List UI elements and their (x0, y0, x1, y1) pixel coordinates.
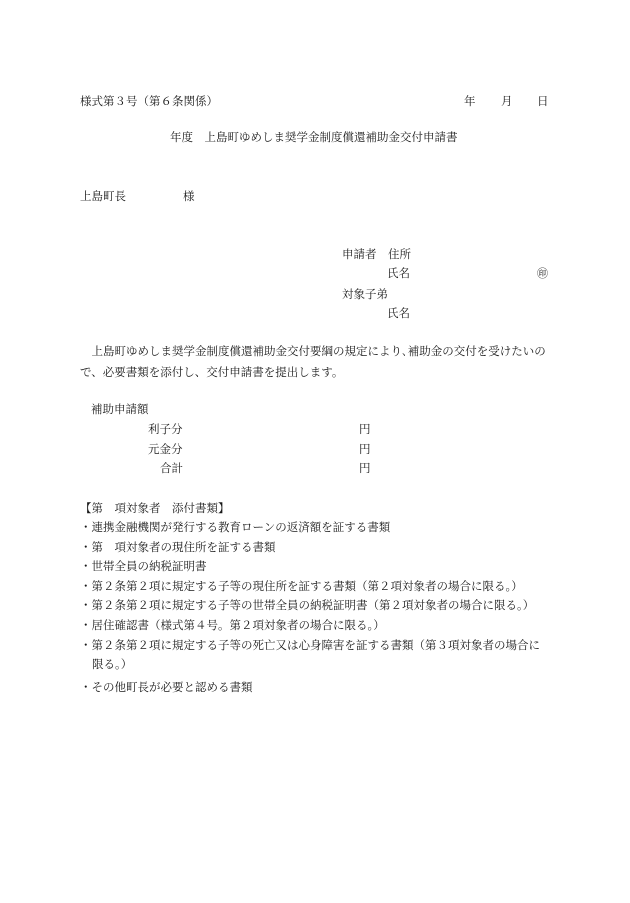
attachment-item: ・その他町長が必要と認める書類 (80, 682, 253, 694)
attachment-item: ・第 項対象者の現住所を証する書類 (80, 542, 276, 554)
attachments-heading: 【第 項対象者 添付書類】 (80, 503, 230, 515)
target-child-label: 対象子弟 (342, 289, 388, 301)
applicant-address-label: 住所 (388, 249, 411, 261)
attachment-item-continuation: 限る。） (92, 659, 133, 671)
attachment-item: ・第２条第２項に規定する子等の現住所を証する書類（第２項対象者の場合に限る。） (80, 581, 523, 593)
attachment-item: ・第２条第２項に規定する子等の死亡又は心身障害を証する書類（第３項対象者の場合に (80, 640, 540, 652)
date-month-label: 月 (501, 96, 513, 108)
amount-row-label: 利子分 (148, 424, 183, 436)
amount-row-unit: 円 (359, 444, 371, 456)
attachment-item: ・世帯全員の納税証明書 (80, 561, 207, 573)
applicant-label: 申請者 (342, 249, 377, 261)
body-line-2: で、必要書類を添付し、交付申請書を提出します。 (80, 367, 344, 379)
document-title: 年度 上島町ゆめしま奨学金制度償還補助金交付申請書 (170, 132, 458, 144)
date-year-label: 年 (464, 96, 476, 108)
seal-mark: ㊞ (537, 268, 548, 280)
target-child-name-label: 氏名 (387, 308, 410, 320)
addressee-honorific: 様 (183, 191, 195, 203)
amount-row-unit: 円 (359, 424, 371, 436)
amount-row-label: 合計 (160, 463, 183, 475)
amount-row-label: 元金分 (148, 444, 183, 456)
attachment-item: ・連携金融機関が発行する教育ローンの返済額を証する書類 (80, 522, 391, 534)
body-line-1: 上島町ゆめしま奨学金制度償還補助金交付要綱の規定により､補助金の交付を受けたいの (80, 346, 546, 358)
form-number: 様式第３号（第６条関係） (80, 96, 218, 108)
attachment-item: ・居住確認書（様式第４号。第２項対象者の場合に限る。） (80, 620, 385, 632)
amounts-heading: 補助申請額 (91, 404, 149, 416)
date-day-label: 日 (537, 96, 549, 108)
amount-row-unit: 円 (359, 463, 371, 475)
applicant-name-label: 氏名 (387, 268, 410, 280)
addressee-name: 上島町長 (80, 191, 126, 203)
attachment-item: ・第２条第２項に規定する子等の世帯全員の納税証明書（第２項対象者の場合に限る。） (80, 600, 535, 612)
